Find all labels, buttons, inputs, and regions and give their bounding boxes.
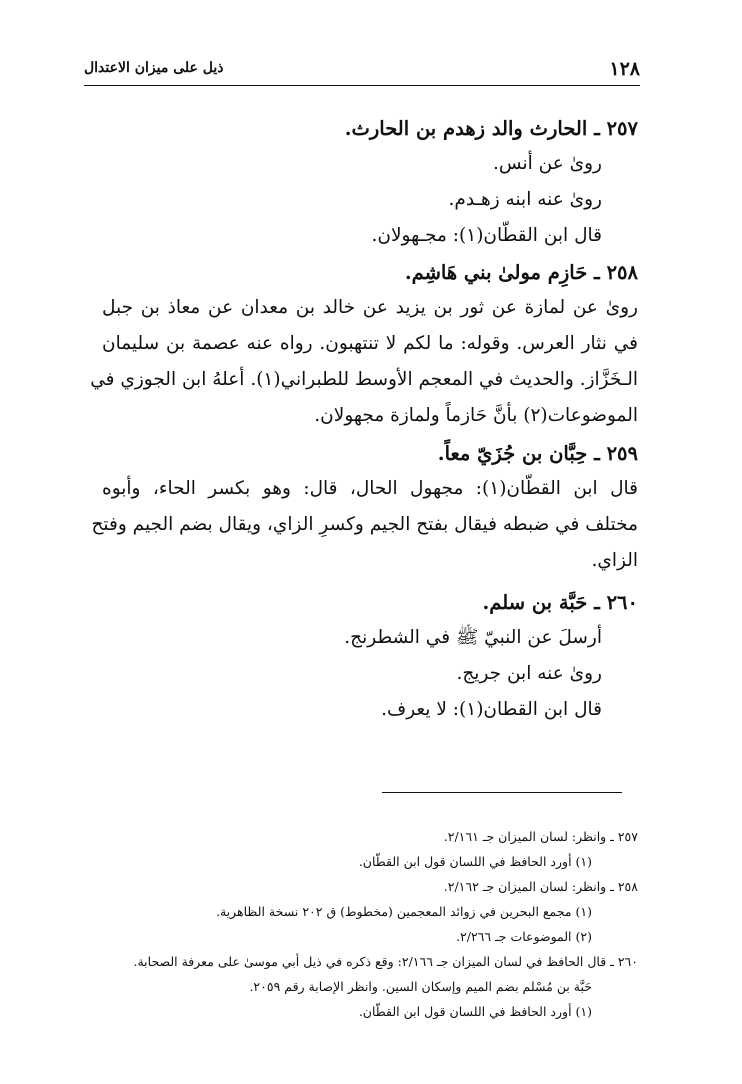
running-title: ذيل على ميزان الاعتدال [84,60,224,76]
body-line: قال ابن القطان(١): لا يعرف. [381,699,602,720]
body-line: الزاي. [591,550,638,571]
body-line: الـخَزَّاز. والحديث في المعجم الأوسط للطبراني(١). أعلهُ ابن الجوزي في [90,369,638,390]
footnote-line: ٢٥٨ ـ وانظر: لسان الميزان جـ ٢/١٦٢. [443,879,638,894]
footnote-rule [382,792,622,793]
body-line: روىٰ عن أنس. [493,153,602,174]
body-line: أرسلَ عن النبيّ ﷺ في الشطرنج. [344,627,602,648]
body-line: قال ابن القطّان(١): مجهول الحال، قال: وهو بكسر الحاء، وأبوه [102,478,638,499]
body-line: روىٰ عنه ابن جريج. [456,663,602,684]
entry-heading-259: ٢٥٩ ـ حِبَّان بن جُزَيّ معاً. [437,442,638,465]
body-line: الموضوعات(٢) بأنَّ حَازماً ولمازة مجهولان. [314,405,638,426]
footnote-line: (١) أورد الحافظ في اللسان قول ابن القطّان. [358,854,592,869]
footnote-line: (١) أورد الحافظ في اللسان قول ابن القطّان. [358,1004,592,1019]
footnote-line: حَبَّة بن مُسْلم بضم الميم وإسكان السين. وانظر الإصابة رقم ٢٠٥٩. [249,979,592,994]
entry-heading-258: ٢٥٨ ـ حَازِم مولىٰ بني هَاشِم. [404,261,638,284]
body-line: روىٰ عنه ابنه زهـدم. [448,189,602,210]
body-line: مختلف في ضبطه فيقال بفتح الجيم وكسرِ الزاي، ويقال بضم الجيم وفتح [91,514,638,535]
entry-heading-257: ٢٥٧ ـ الحارث والد زهدم بن الحارث. [344,117,638,140]
body-line: روىٰ عن لمازة عن ثور بن يزيد عن خالد بن معدان عن معاذ بن جبل [102,297,638,318]
page-header [84,58,640,86]
header-rule [84,85,640,86]
footnote-line: ٢٥٧ ـ وانظر: لسان الميزان جـ ٢/١٦١. [443,829,638,844]
body-line: قال ابن القطّان(١): مجـهولان. [371,225,602,246]
footnote-line: (١) مجمع البحرين في زوائد المعجمين (مخطوط) ق ٢٠٢ نسخة الظاهرية. [215,904,592,919]
footnote-line: (٢) الموضوعات جـ ٢/٢٦٦. [456,929,592,944]
footnote-line: ٢٦٠ ـ قال الحافظ في لسان الميزان جـ ٢/١٦٦: وقع ذكره في ذيل أبي موسىٰ على معرفة الصحابة. [133,954,638,969]
entry-heading-260: ٢٦٠ ـ حَبَّة بن سلم. [482,591,638,614]
body-line: في نثار العرس. وقوله: ما لكم لا تنتهبون. رواه عنه عصمة بن سليمان [102,333,638,354]
page-number: ١٢٨ [609,58,640,80]
